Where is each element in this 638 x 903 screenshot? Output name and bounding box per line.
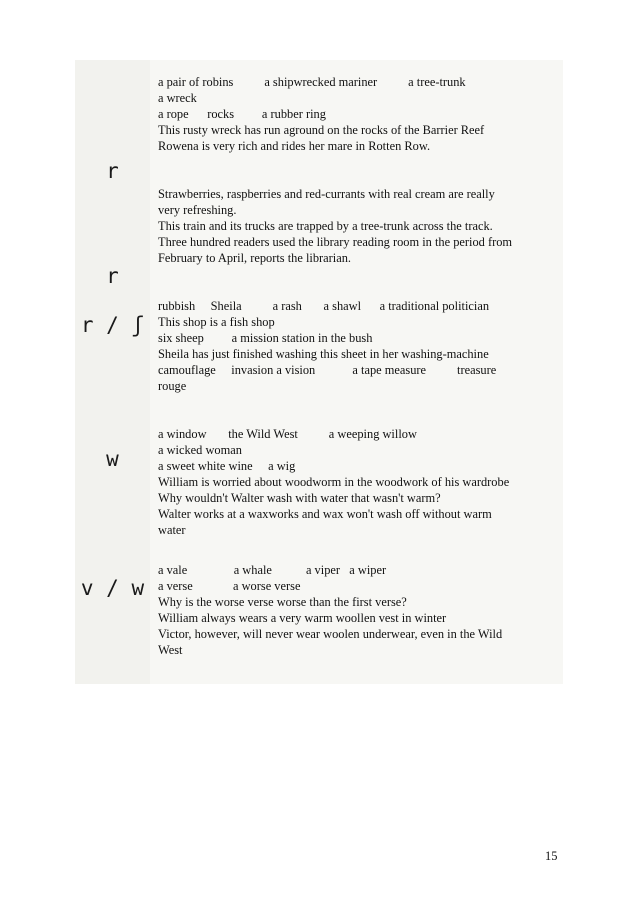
text-line: six sheep a mission station in the bush bbox=[158, 331, 373, 345]
text-line: Victor, however, will never wear woolen underwear, even in the Wild bbox=[158, 627, 503, 641]
phoneme-symbol-r-2: r bbox=[106, 264, 119, 288]
text-line: a rope rocks a rubber ring bbox=[158, 107, 326, 121]
text-line: This train and its trucks are trapped by a tree-trunk across the track. bbox=[158, 219, 493, 233]
text-line: West bbox=[158, 643, 183, 657]
text-line: Three hundred readers used the library reading room in the period from bbox=[158, 235, 513, 249]
section-w-text bbox=[158, 426, 563, 538]
exercise-table bbox=[75, 60, 563, 684]
text-line: Why wouldn't Walter wash with water that wasn't warm? bbox=[158, 491, 441, 505]
phoneme-symbol-v-w: v / w bbox=[80, 576, 145, 600]
text-line: Strawberries, raspberries and red-currants with real cream are really bbox=[158, 187, 495, 201]
text-line: a vale a whale a viper a wiper bbox=[158, 563, 387, 577]
text-line: Rowena is very rich and rides her mare in Rotten Row. bbox=[158, 139, 431, 153]
text-line: a window the Wild West a weeping willow bbox=[158, 427, 417, 441]
text-line: water bbox=[158, 523, 186, 537]
text-line: rouge bbox=[158, 379, 187, 393]
text-line: a pair of robins a shipwrecked mariner a tree-trunk bbox=[158, 75, 466, 89]
phoneme-symbol-r: r bbox=[106, 159, 119, 183]
section-r2-text bbox=[158, 186, 563, 266]
text-line: Why is the worse verse worse than the first verse? bbox=[158, 595, 407, 609]
text-line: a sweet white wine a wig bbox=[158, 459, 296, 473]
text-line: rubbish Sheila a rash a shawl a traditional politician bbox=[158, 299, 490, 313]
page-number: 15 bbox=[545, 849, 558, 863]
phoneme-symbol-w: w bbox=[106, 447, 119, 471]
section-r-esh-text bbox=[158, 298, 563, 394]
text-line: February to April, reports the librarian. bbox=[158, 251, 352, 265]
text-line: This rusty wreck has run aground on the rocks of the Barrier Reef bbox=[158, 123, 485, 137]
text-line: very refreshing. bbox=[158, 203, 237, 217]
text-line: a wicked woman bbox=[158, 443, 242, 457]
section-r-text bbox=[158, 74, 563, 154]
text-line: a wreck bbox=[158, 91, 197, 105]
phoneme-symbol-r-esh: r / ʃ bbox=[80, 313, 145, 337]
text-line: William is worried about woodworm in the woodwork of his wardrobe bbox=[158, 475, 510, 489]
text-line: Walter works at a waxworks and wax won't wash off without warm bbox=[158, 507, 492, 521]
text-line: William always wears a very warm woollen vest in winter bbox=[158, 611, 447, 625]
section-v-w-text bbox=[158, 562, 563, 658]
text-line: Sheila has just finished washing this sheet in her washing-machine bbox=[158, 347, 489, 361]
text-line: a verse a worse verse bbox=[158, 579, 301, 593]
text-line: This shop is a fish shop bbox=[158, 315, 275, 329]
text-line: camouflage invasion a vision a tape measure treasure bbox=[158, 363, 497, 377]
